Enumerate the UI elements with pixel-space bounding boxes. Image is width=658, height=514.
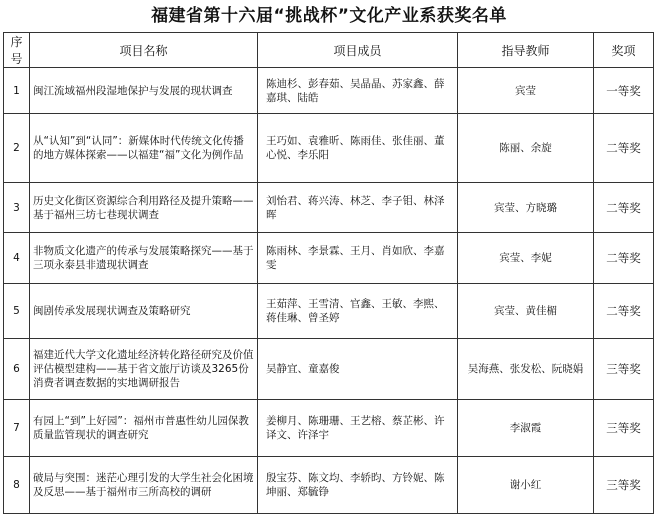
project-members: 王茹萍、王雪清、官鑫、王敏、李熙、蒋佳琳、曾圣婷 — [258, 284, 458, 339]
project-name: 闽剧传承发展现状调查及策略研究 — [30, 284, 258, 339]
table-row — [4, 233, 654, 284]
award-level: 三等奖 — [594, 457, 654, 514]
project-name: 闽江流域福州段湿地保护与发展的现状调查 — [30, 68, 258, 114]
advisor: 谢小红 — [458, 457, 594, 514]
row-index: 3 — [4, 183, 30, 233]
row-index: 6 — [4, 339, 30, 400]
project-members: 王巧如、袁雅昕、陈雨佳、张佳丽、董心悦、李乐阳 — [258, 114, 458, 183]
award-level: 二等奖 — [594, 114, 654, 183]
project-name: 非物质文化遗产的传承与发展策略探究——基于三项永泰县非遗现状调查 — [30, 233, 258, 284]
project-members: 陈雨林、李景霖、王月、肖如欣、李嘉雯 — [258, 233, 458, 284]
table-row — [4, 400, 654, 457]
project-name: 历史文化街区资源综合利用路径及提升策略——基于福州三坊七巷现状调查 — [30, 183, 258, 233]
award-level: 二等奖 — [594, 284, 654, 339]
advisor: 陈丽、余旋 — [458, 114, 594, 183]
award-level: 二等奖 — [594, 183, 654, 233]
advisor: 宾莹、黄佳楣 — [458, 284, 594, 339]
table-row — [4, 68, 654, 114]
award-table — [3, 32, 654, 514]
row-index: 1 — [4, 68, 30, 114]
project-members: 吴静宜、童嘉俊 — [258, 339, 458, 400]
row-index: 8 — [4, 457, 30, 514]
header-advisor: 指导教师 — [458, 33, 594, 68]
project-members: 刘怡君、蒋兴涛、林芝、李子钼、林泽晖 — [258, 183, 458, 233]
advisor: 李淑霞 — [458, 400, 594, 457]
header-award: 奖项 — [594, 33, 654, 68]
header-project: 项目名称 — [30, 33, 258, 68]
award-level: 一等奖 — [594, 68, 654, 114]
row-index: 5 — [4, 284, 30, 339]
advisor: 吴海燕、张发松、阮晓娟 — [458, 339, 594, 400]
award-level: 二等奖 — [594, 233, 654, 284]
table-header-row — [4, 33, 654, 68]
row-index: 2 — [4, 114, 30, 183]
project-members: 陈迪杉、彭春茹、吴晶晶、苏家鑫、薛嘉琪、陆皓 — [258, 68, 458, 114]
project-name: 破局与突围：迷茫心理引发的大学生社会化困境及反思——基于福州市三所高校的调研 — [30, 457, 258, 514]
header-index: 序号 — [4, 33, 30, 68]
page-title: 福建省第十六届“挑战杯”文化产业系获奖名单 — [151, 6, 507, 26]
row-index: 4 — [4, 233, 30, 284]
table-row — [4, 339, 654, 400]
advisor: 宾莹、李妮 — [458, 233, 594, 284]
row-index: 7 — [4, 400, 30, 457]
award-level: 三等奖 — [594, 400, 654, 457]
project-members: 姜柳月、陈珊珊、王艺榕、蔡芷彬、许译文、许泽宇 — [258, 400, 458, 457]
header-members: 项目成员 — [258, 33, 458, 68]
project-name: 福建近代大学文化遗址经济转化路径研究及价值评估模型建构——基于省文旅厅访谈及3265份消费者调查数据的实地调研报告 — [30, 339, 258, 400]
project-name: 从“认知”到“认同”：新媒体时代传统文化传播的地方媒体探索——以福建“福”文化为例作品 — [30, 114, 258, 183]
table-row — [4, 114, 654, 183]
advisor: 宾莹 — [458, 68, 594, 114]
table-row — [4, 284, 654, 339]
award-level: 三等奖 — [594, 339, 654, 400]
advisor: 宾莹、方晓璐 — [458, 183, 594, 233]
table-row — [4, 457, 654, 514]
table-row — [4, 183, 654, 233]
project-name: 有园上“到”上好园”：福州市普惠性幼儿园保教质量监管现状的调查研究 — [30, 400, 258, 457]
project-members: 殷宝芬、陈文均、李轿昀、方铃妮、陈坤丽、郑毓铮 — [258, 457, 458, 514]
